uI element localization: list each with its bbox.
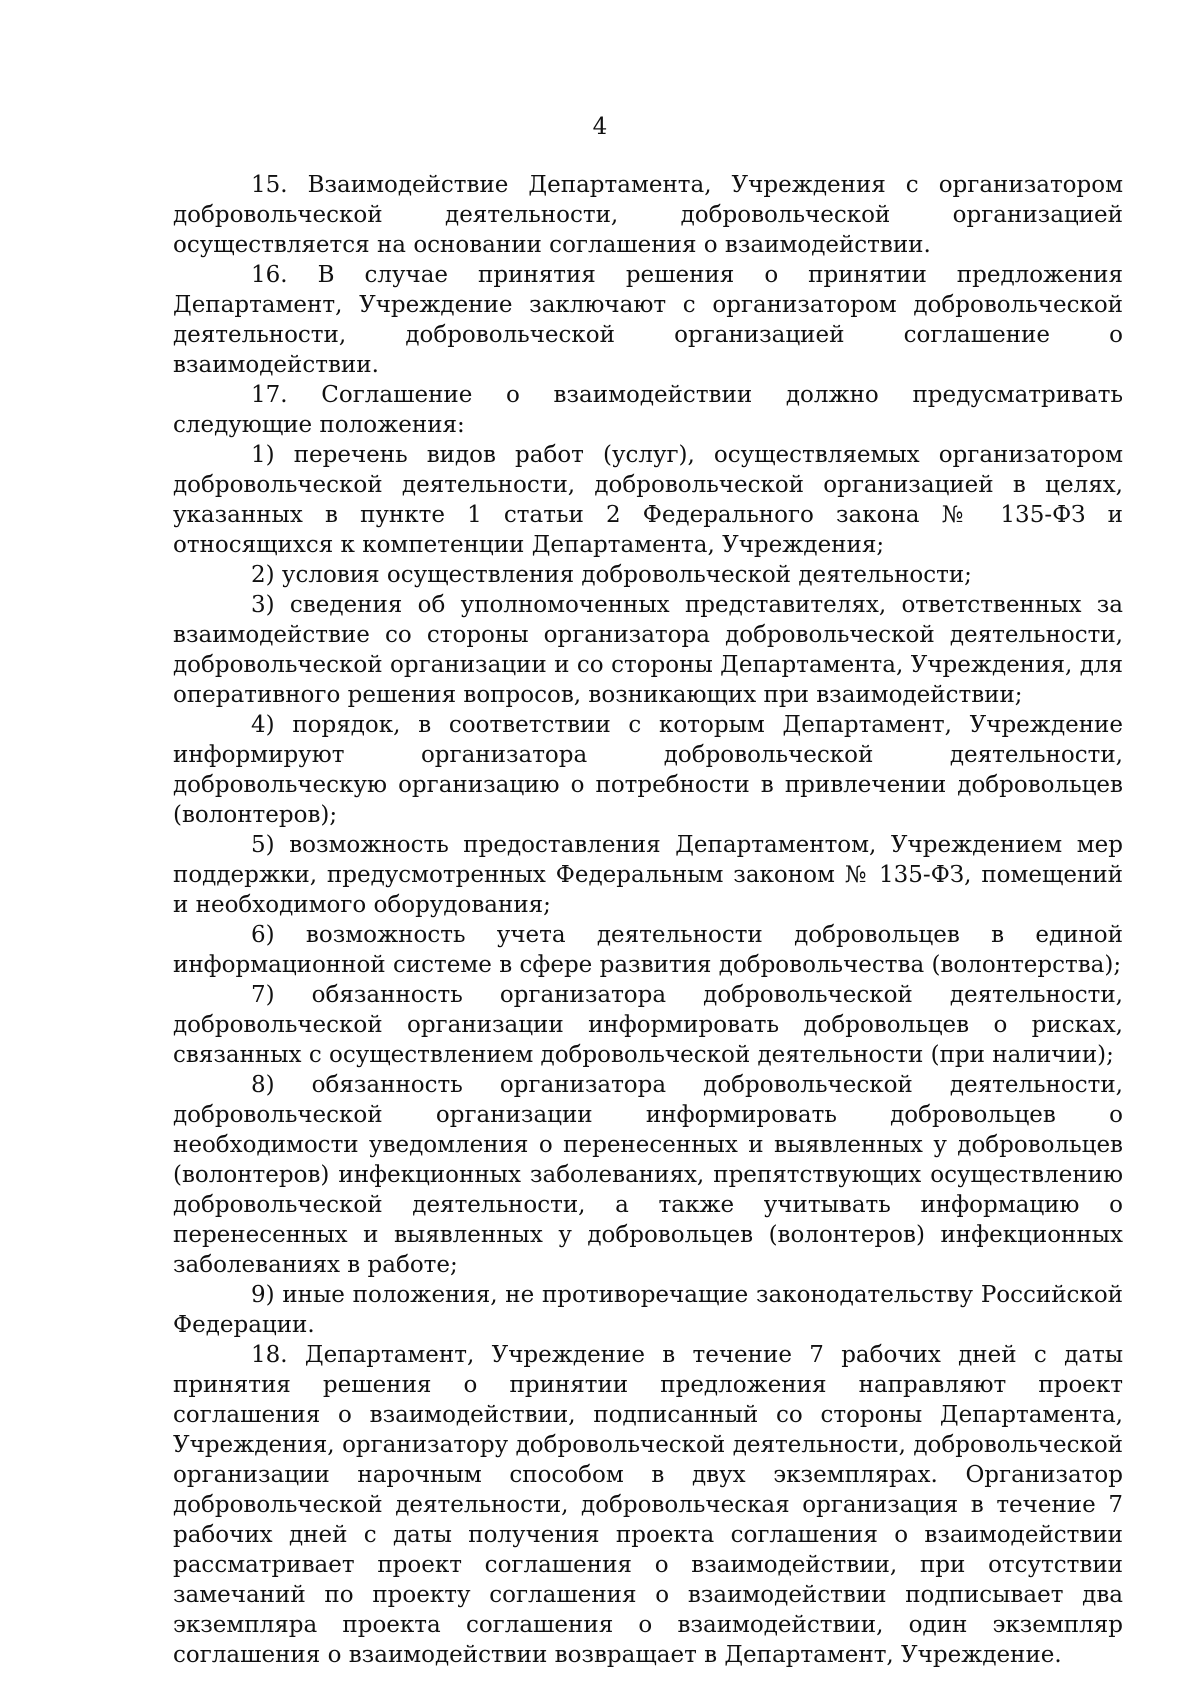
paragraph-18: 18. Департамент, Учреждение в течение 7 рабочих дней с даты принятия решения о принятии предложения направляют проект соглашения о взаимодействии, подписанный со стороны Департамента, Учреждения, организатору добровольческой деятельности, добровольческой организации нарочным способом в двух экземплярах. Организатор добровольческой деятельности, добровольческая организация в течение 7 рабочих дней с даты получения проекта соглашения о взаимодействии рассматривает проект соглашения о взаимодействии, при отсутствии замечаний по проекту соглашения о взаимодействии подписывает два экземпляра проекта соглашения о взаимодействии, один экземпляр соглашения о взаимодействии возвращает в Департамент, Учреждение.	[173, 1342, 1123, 1668]
paragraph-16: 16. В случае принятия решения о принятии предложения Департамент, Учреждение заключают с организатором добровольческой деятельности, добровольческой организацией соглашение о взаимодействии.	[173, 262, 1123, 378]
list-item-17-6: 6) возможность учета деятельности добровольцев в единой информационной системе в сфере развития добровольчества (волонтерства);	[173, 922, 1123, 978]
list-item-17-3: 3) сведения об уполномоченных представителях, ответственных за взаимодействие со стороны организатора добровольческой деятельности, добровольческой организации и со стороны Департамента, Учреждения, для оперативного решения вопросов, возникающих при взаимодействии;	[173, 592, 1123, 708]
list-item-17-5: 5) возможность предоставления Департаментом, Учреждением мер поддержки, предусмотренных Федеральным законом № 135-ФЗ, помещений и необходимого оборудования;	[173, 832, 1123, 918]
document-body	[173, 170, 1123, 1670]
paragraph-15: 15. Взаимодействие Департамента, Учреждения с организатором добровольческой деятельности, добровольческой организацией осуществляется на основании соглашения о взаимодействии.	[173, 172, 1123, 258]
page-number: 4	[592, 114, 608, 140]
list-item-17-1: 1) перечень видов работ (услуг), осуществляемых организатором добровольческой деятельности, добровольческой организацией в целях, указанных в пункте 1 статьи 2 Федерального закона № 135-ФЗ и относящихся к компетенции Департамента, Учреждения;	[173, 442, 1123, 558]
list-item-17-9: 9) иные положения, не противоречащие законодательству Российской Федерации.	[173, 1282, 1123, 1338]
list-item-17-4: 4) порядок, в соответствии с которым Департамент, Учреждение информируют организатора добровольческой деятельности, добровольческую организацию о потребности в привлечении добровольцев (волонтеров);	[173, 712, 1123, 828]
list-item-17-2: 2) условия осуществления добровольческой деятельности;	[251, 562, 972, 588]
list-item-17-7: 7) обязанность организатора добровольческой деятельности, добровольческой организации информировать добровольцев о рисках, связанных с осуществлением добровольческой деятельности (при наличии);	[173, 982, 1123, 1068]
list-item-17-8: 8) обязанность организатора добровольческой деятельности, добровольческой организации информировать добровольцев о необходимости уведомления о перенесенных и выявленных у добровольцев (волонтеров) инфекционных заболеваниях, препятствующих осуществлению добровольческой деятельности, а также учитывать информацию о перенесенных и выявленных у добровольцев (волонтеров) инфекционных заболеваниях в работе;	[173, 1072, 1123, 1278]
paragraph-17: 17. Соглашение о взаимодействии должно предусматривать следующие положения:	[173, 382, 1123, 438]
